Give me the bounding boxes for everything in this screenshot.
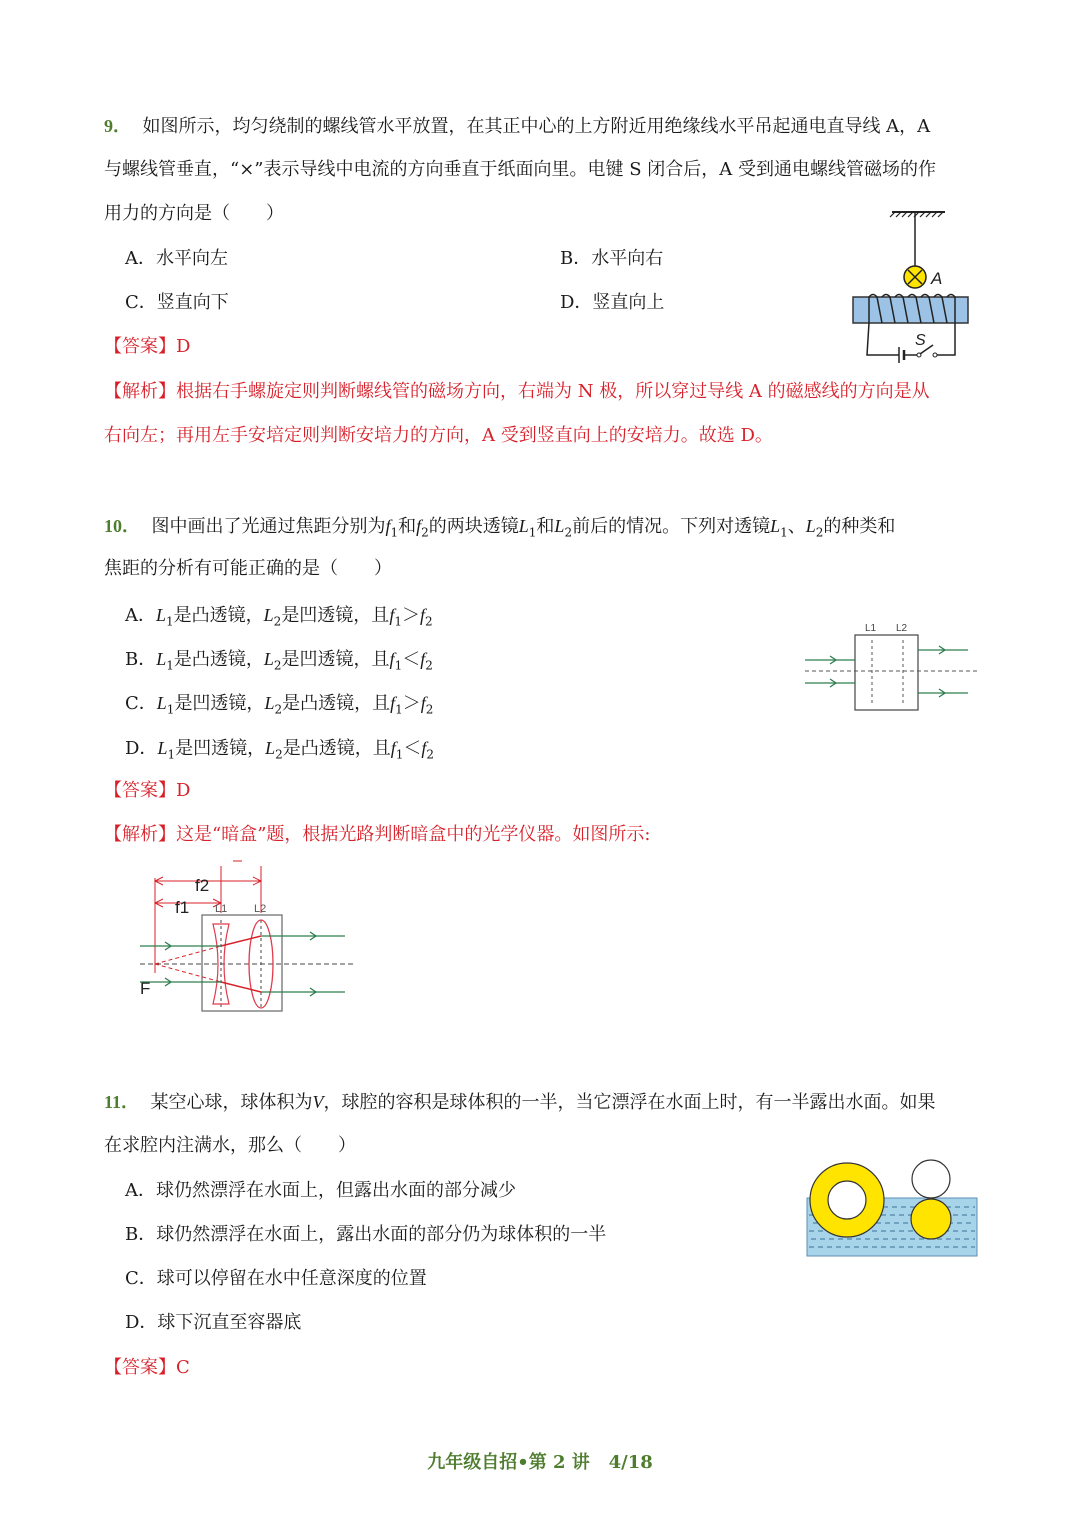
q10-fig2-l2: L2 <box>254 903 267 915</box>
q10-l1-sub: 1 <box>528 525 537 540</box>
q11-v: V <box>312 1092 324 1112</box>
q10-fig-l1: L1 <box>865 623 877 634</box>
q10-option-d: D．$L_1$是凹透镜，$L_2$是凸透镜，且$f_1<f_2$ <box>125 738 435 762</box>
q10-l1b: L <box>770 516 781 536</box>
q10-option-b: B．$L_1$是凸透镜，$L_2$是凹透镜，且$f_1<f_2$ <box>125 649 433 673</box>
q10-stem-c: 的两块透镜 <box>428 516 519 537</box>
q10-fig-l2: L2 <box>896 623 908 634</box>
q10-f2-sub: 2 <box>421 525 429 540</box>
q9-option-d: D．竖直向上 <box>560 292 665 313</box>
q10-analysis <box>104 823 650 847</box>
q10-analysis-figure <box>135 858 360 1018</box>
q10-answer <box>104 779 190 803</box>
q11-option-c: C．球可以停留在水中任意深度的位置 <box>125 1268 427 1289</box>
q9-stem-2: 与螺线管垂直，“×”表示导线中电流的方向垂直于纸面向里。电键 S 闭合后，A 受到通电螺线管磁场的作 <box>104 159 936 180</box>
q9-stem-1: 如图所示，均匀绕制的螺线管水平放置，在其正中心的上方附近用绝缘线水平吊起通电直导线 A，A <box>142 116 931 137</box>
q10-blackbox-figure <box>800 618 980 718</box>
q10-answer-value: D <box>176 780 191 801</box>
q9-option-c: C．竖直向下 <box>125 292 229 313</box>
q10-stem-b: 和 <box>398 516 417 537</box>
q9-line-1 <box>104 114 930 139</box>
q10-option-a: A．$L_1$是凸透镜，$L_2$是凹透镜，且$f_1>f_2$ <box>125 605 433 629</box>
q9-answer-tag: 【答案】 <box>104 336 176 357</box>
q11-number: 11． <box>104 1092 140 1112</box>
q11-answer <box>104 1356 190 1380</box>
q9-label-a: A <box>931 269 943 288</box>
q9-answer-value: D <box>176 336 191 357</box>
q10-fig2-f1: f1 <box>175 898 190 917</box>
q10-stem-a: 图中画出了光通过焦距分别为 <box>151 516 386 537</box>
q11-answer-value: C <box>176 1357 190 1378</box>
footer-page-number: 4/18 <box>608 1452 653 1473</box>
q10-l2b: L <box>805 516 816 536</box>
q11-answer-tag: 【答案】 <box>104 1357 176 1378</box>
q10-fig2-l1: L1 <box>215 903 228 915</box>
q9-analysis-tag: 【解析】 <box>104 381 176 402</box>
q9-option-a: A．水平向左 <box>125 248 228 269</box>
q9-analysis-text-2: 右向左；再用左手安培定则判断安培力的方向，A 受到竖直向上的安培力。故选 D。 <box>104 425 773 446</box>
q9-analysis-1 <box>104 380 930 404</box>
q10-fig2-f2: f2 <box>195 876 210 895</box>
q10-l2b-sub: 2 <box>815 525 824 540</box>
q11-option-a: A．球仍然漂浮在水面上，但露出水面的部分减少 <box>125 1180 516 1201</box>
q10-stem-f: 、 <box>787 516 806 537</box>
q9-number: 9． <box>104 116 131 136</box>
q9-label-s: S <box>915 332 926 349</box>
q11-stem-2: 在求腔内注满水，那么（ ） <box>104 1135 356 1156</box>
q9-answer <box>104 335 190 359</box>
q9-analysis-text-1: 根据右手螺旋定则判断螺线管的磁场方向，右端为 N 极，所以穿过导线 A 的磁感线的方向是从 <box>176 381 930 402</box>
q10-analysis-text: 这是“暗盒”题，根据光路判断暗盒中的光学仪器。如图所示: <box>176 824 651 845</box>
q10-l2: L <box>554 516 565 536</box>
q10-stem-g: 的种类和 <box>823 516 896 537</box>
q10-l1b-sub: 1 <box>780 525 788 540</box>
q11-option-d: D．球下沉直至容器底 <box>125 1312 302 1333</box>
q10-stem-d: 和 <box>536 516 555 537</box>
q11-line-1 <box>104 1090 935 1115</box>
page-footer <box>0 1448 1080 1474</box>
q10-stem-e: 前后的情况。下列对透镜 <box>572 516 771 537</box>
footer-title: 九年级自招•第 2 讲 <box>427 1452 590 1473</box>
q10-f1: f <box>385 516 391 536</box>
q10-stem-2: 焦距的分析有可能正确的是（ ） <box>104 558 392 579</box>
q10-f2: f <box>416 516 422 536</box>
q10-f1-sub: 1 <box>390 525 399 540</box>
q9-solenoid-figure <box>845 200 975 365</box>
q11-ball-figure <box>805 1155 980 1260</box>
q10-l1: L <box>518 516 529 536</box>
q9-stem-3: 用力的方向是（ ） <box>104 203 284 224</box>
q11-stem-b: ，球腔的容积是球体积的一半，当它漂浮在水面上时，有一半露出水面。如果 <box>323 1092 936 1113</box>
q10-number: 10． <box>104 516 140 536</box>
q10-fig2-focus: F <box>140 979 151 998</box>
q11-option-b: B．球仍然漂浮在水面上，露出水面的部分仍为球体积的一半 <box>125 1224 607 1245</box>
q10-option-c: C．$L_1$是凹透镜，$L_2$是凸透镜，且$f_1>f_2$ <box>125 693 434 717</box>
q10-line-1 <box>104 514 895 545</box>
q10-analysis-tag: 【解析】 <box>104 824 176 845</box>
q11-stem-a: 某空心球，球体积为 <box>150 1092 313 1113</box>
q10-l2-sub: 2 <box>564 525 573 540</box>
q9-option-b: B．水平向右 <box>560 248 664 269</box>
q10-answer-tag: 【答案】 <box>104 780 176 801</box>
